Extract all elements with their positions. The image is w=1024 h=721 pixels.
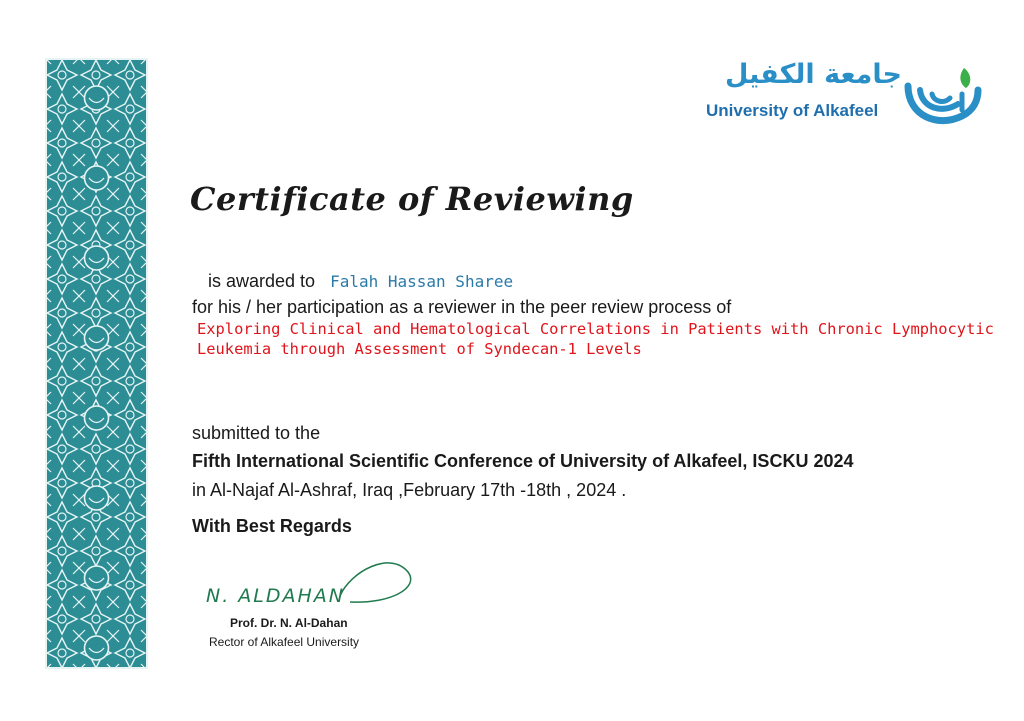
participation-text: for his / her participation as a reviewer in the peer review process of: [192, 297, 732, 317]
awarded-line: [208, 271, 513, 292]
conference-name: Fifth International Scientific Conference of University of Alkafeel, ISCKU 2024: [192, 451, 854, 471]
signer-role: Rector of Alkafeel University: [209, 635, 360, 649]
paper-title-line-2: Leukemia through Assessment of Syndecan-1 Levels: [197, 340, 642, 358]
signer-name: Prof. Dr. N. Al-Dahan: [230, 616, 348, 630]
handwritten-signature: N. ALDAHAN: [206, 585, 346, 607]
paper-title-line-1: Exploring Clinical and Hematological Correlations in Patients with Chronic Lymphocytic: [197, 320, 994, 338]
logo-arabic-name: جامعة الكفيل: [725, 59, 902, 90]
geometric-pattern-icon: [45, 58, 148, 669]
paper-title: [197, 319, 997, 359]
certificate-title: Certificate of Reviewing: [190, 180, 634, 218]
signature: [200, 552, 420, 622]
awarded-label: is awarded to: [208, 271, 316, 291]
university-logo: [700, 58, 990, 138]
recipient-name: Falah Hassan Sharee: [330, 272, 514, 291]
university-emblem-icon: [900, 64, 982, 132]
location-date: in Al-Najaf Al-Ashraf, Iraq ,February 17th -18th , 2024 .: [192, 480, 627, 500]
submitted-text: submitted to the: [192, 423, 321, 443]
logo-english-name: University of Alkafeel: [706, 101, 879, 120]
closing-text: With Best Regards: [192, 516, 352, 536]
decorative-border: [45, 58, 148, 669]
